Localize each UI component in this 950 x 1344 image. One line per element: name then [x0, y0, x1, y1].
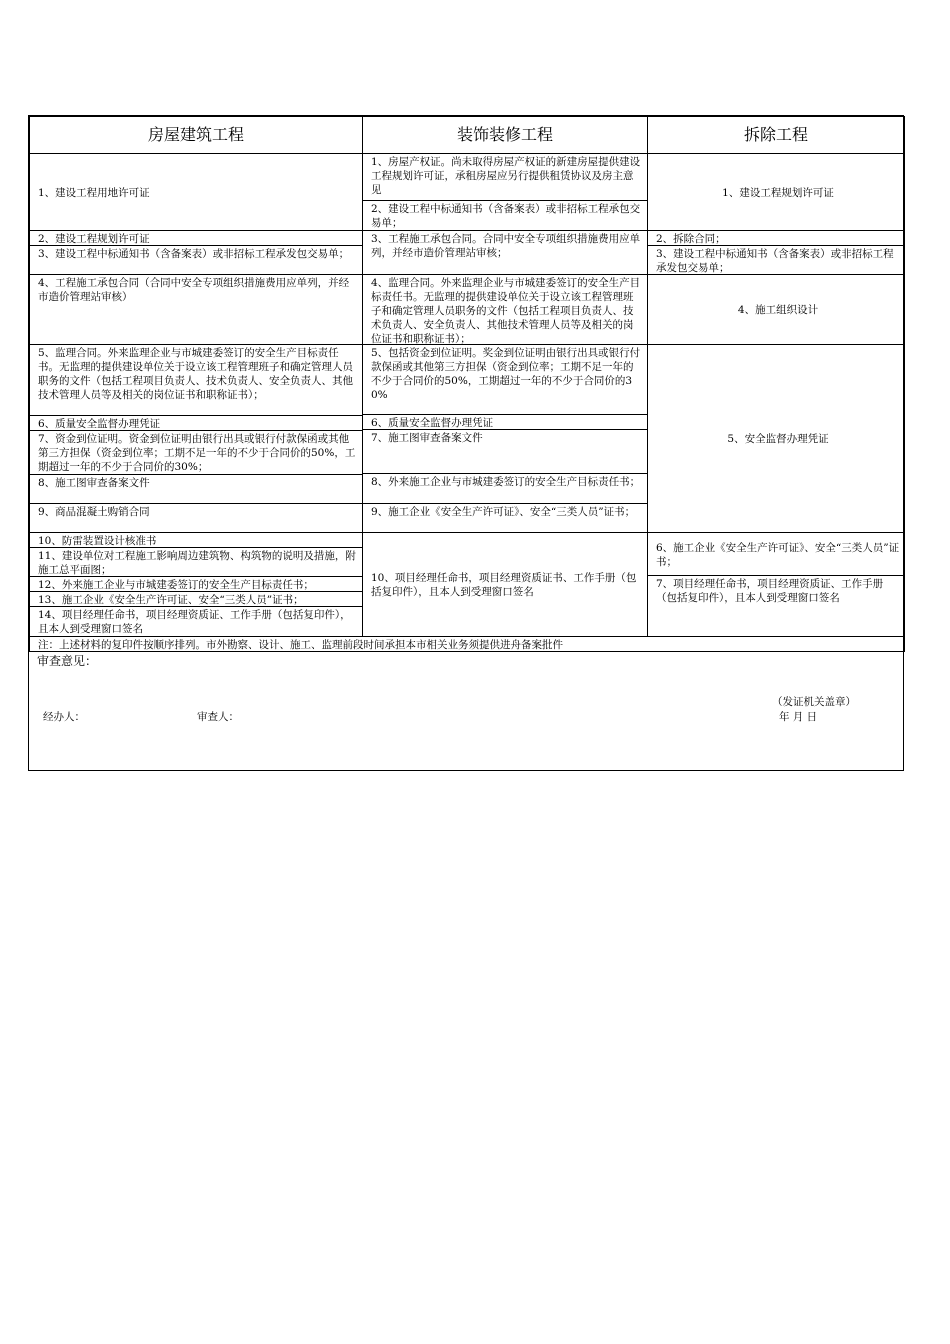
review-section — [29, 651, 905, 771]
decoration-item-9: 9、施工企业《安全生产许可证》、安全“三类人员”证书； — [362, 503, 648, 533]
building-item-6: 6、质量安全监督办理凭证 — [29, 415, 363, 431]
note-row: 注：上述材料的复印件按顺序排列。市外勘察、设计、施工、监理前段时间承担本市相关业务须提供进舟备案批件 — [29, 636, 905, 652]
demolition-item-5: 5、安全监督办理凭证 — [647, 344, 905, 533]
application-form-table — [28, 115, 904, 771]
building-item-12: 12、外来施工企业与市城建委签订的安全生产目标责任书； — [29, 576, 363, 592]
decoration-item-1: 1、房屋产权证。尚未取得房屋产权证的新建房屋提供建设工程规划许可证，承租房屋应另行提供租赁协议及房主意见 — [362, 153, 648, 201]
building-item-13: 13、施工企业《安全生产许可证、安全“三类人员”证书； — [29, 591, 363, 607]
building-item-9: 9、商品混凝土购销合同 — [29, 503, 363, 533]
building-item-4: 4、工程施工承包合同（合同中安全专项组织措施费用应单列，并经市造价管理站审核） — [29, 274, 363, 345]
decoration-item-6: 6、质量安全监督办理凭证 — [362, 414, 648, 430]
building-item-3: 3、建设工程中标通知书（含备案表）或非招标工程承发包交易单； — [29, 245, 363, 275]
building-item-7: 7、资金到位证明。资金到位证明由银行出具或银行付款保函或其他第三方担保（资金到位率；工期不足一年的不少于合同价的50%，工期超过一年的不少于合同价的30%； — [29, 430, 363, 475]
demolition-item-7: 7、项目经理任命书，项目经理资质证、工作手册（包括复印件），且本人到受理窗口签名 — [647, 575, 905, 637]
decoration-item-5: 5、包括资金到位证明。奖金到位证明由银行出具或银行付款保函或其他第三方担保（资金到位率；工期不足一年的不少于合同价的50%，工期超过一年的不少于合同价的30% — [362, 344, 648, 415]
date-label: 年 月 日 — [779, 711, 818, 723]
header-demolition: 拆除工程 — [647, 116, 905, 154]
handler-label: 经办人： — [43, 711, 85, 723]
building-item-11: 11、建设单位对工程施工影响周边建筑物、构筑物的说明及措施，附施工总平面图； — [29, 547, 363, 577]
review-title: 审查意见： — [37, 654, 98, 668]
building-item-14: 14、项目经理任命书，项目经理资质证、工作手册（包括复印件），且本人到受理窗口签名 — [29, 606, 363, 637]
building-item-5: 5、监理合同。外来监理企业与市城建委签订的安全生产目标责任书。无监理的提供建设单位关于设立该工程管理班子和确定管理人员职务的文件（包括工程项目负责人、技术负责人、安全负责人、其他技术管理人员等及相关的岗位证书和职称证书）； — [29, 344, 363, 416]
header-building: 房屋建筑工程 — [29, 116, 363, 154]
building-item-8: 8、施工图审查备案文件 — [29, 474, 363, 504]
decoration-item-8: 8、外来施工企业与市城建委签订的安全生产目标责任书； — [362, 473, 648, 504]
demolition-item-4: 4、施工组织设计 — [647, 274, 905, 345]
building-item-1: 1、建设工程用地许可证 — [29, 153, 363, 231]
demolition-item-6: 6、施工企业《安全生产许可证》、安全“三类人员”证书； — [647, 532, 905, 576]
decoration-item-3: 3、工程施工承包合同。合同中安全专项组织措施费用应单列，并经市造价管理站审核； — [362, 230, 648, 275]
building-item-10: 10、防雷装置设计核准书 — [29, 532, 363, 548]
demolition-item-1: 1、建设工程规划许可证 — [647, 153, 905, 231]
reviewer-label: 审查人： — [197, 711, 239, 723]
demolition-item-2: 2、拆除合同； — [647, 230, 905, 246]
decoration-item-10: 10、项目经理任命书，项目经理资质证书、工作手册（包括复印件），且本人到受理窗口签名 — [362, 532, 648, 637]
demolition-item-3: 3、建设工程中标通知书（含备案表）或非招标工程承发包交易单； — [647, 245, 905, 275]
decoration-item-7: 7、施工图审查备案文件 — [362, 429, 648, 474]
building-item-2: 2、建设工程规划许可证 — [29, 230, 363, 246]
decoration-item-2: 2、建设工程中标通知书（含备案表）或非招标工程承包交易单； — [362, 200, 648, 231]
decoration-item-4: 4、监理合同。外来监理企业与市城建委签订的安全生产目标责任书。无监理的提供建设单位关于设立该工程管理班子和确定管理人员职务的文件（包括工程项目负责人、技术负责人、安全负责人、其他技术管理人员等及相关的岗位证书和职称证书）； — [362, 274, 648, 345]
header-decoration: 装饰装修工程 — [362, 116, 648, 154]
seal-label: （发证机关盖章） — [772, 696, 856, 708]
